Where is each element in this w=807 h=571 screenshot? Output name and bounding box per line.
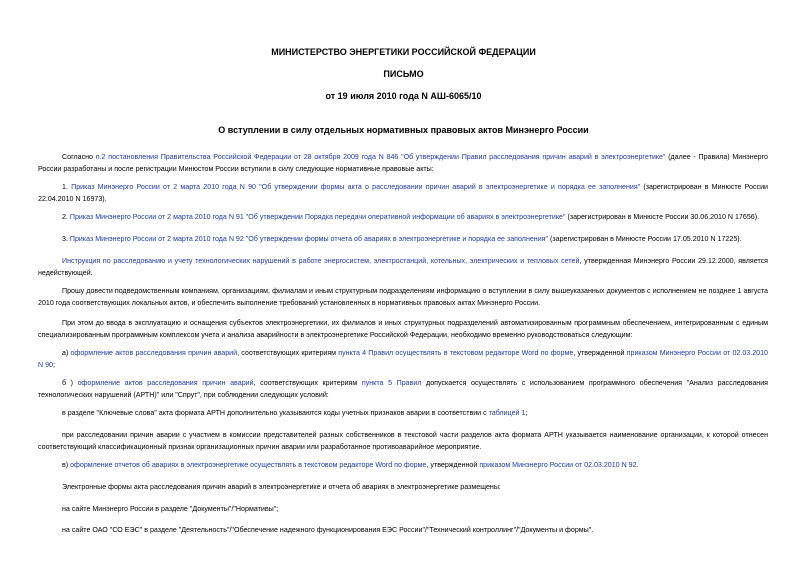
link-order-92-ref[interactable]: приказом Минэнерго России от 02.03.2010 N 92 (479, 461, 637, 469)
link-order-91[interactable]: Приказ Минэнерго России от 2 марта 2010 года N 91 "Об утверждении Порядка передачи оперативной информации об авариях в электроэнергетике" (69, 213, 566, 221)
paragraph-item-b (38, 378, 768, 401)
text: ; (52, 360, 55, 369)
link-rule-point-5[interactable]: пункта 5 Правил (361, 379, 422, 387)
text: При этом до ввода в эксплуатацию и оснащения субъектов электроэнергетики, их филиалов и иных структурных подразделений автоматизированным программным обеспечением, интегрированным с единым специализированным программным комплексом учета и анализа аварийности в электроэнергетике Российской Федерации, необходимо временно руководствоваться следующим: (38, 319, 768, 339)
text: Электронные формы акта расследования причин аварий в электроэнергетике и отчета об авариях в электроэнергетике размещены: (62, 483, 501, 491)
text: допускается осуществлять с использованием программного обеспечения "Анализ расследования технологических нарушений (АРТН)" или "Спрут", при соблюдении следующих условий: (38, 379, 768, 399)
paragraph-order-90 (38, 182, 768, 205)
text: ; (525, 409, 528, 417)
paragraph-instruction (38, 256, 768, 279)
paragraph-order-92 (38, 234, 768, 246)
document-subject: О вступлении в силу отдельных нормативных правовых актов Минэнерго России (218, 125, 589, 135)
text: в разделе "Ключевые слова" акта формата АРТН дополнительно указываются коды учетных признаков аварии в соответствии с (62, 409, 489, 417)
text: , утвержденной (426, 461, 480, 469)
paragraph-item-c (38, 460, 768, 472)
paragraph-commission (38, 430, 768, 453)
text: на сайте ОАО "СО ЕЭС" в разделе "Деятельность"/"Обеспечение надежного функционирования ЕЭС России"/"Технический контроллинг"/"Документы и формы". (62, 526, 594, 534)
text: (зарегистрирован в Минюсте России 22.04.2010 N 16973). (38, 183, 769, 203)
text: (зарегистрирован в Минюсте России 30.06.2010 N 17656). (565, 213, 760, 221)
link-table-1[interactable]: таблицей 1 (488, 409, 526, 417)
link-postanovlenie-846[interactable]: п.2 постановления Правительства Российской Федерации от 28 октября 2009 года N 846 "Об утверждении Правил расследования причин аварий в электроэнергетике" (95, 153, 666, 161)
text: Согласно (62, 153, 96, 161)
paragraph-item-a (38, 348, 768, 371)
link-instruction[interactable]: Инструкция по расследованию и учету технологических нарушений в работе энергосистем, электростанций, котельных, электрических и тепловых сетей (62, 257, 580, 265)
text: б ) (62, 379, 78, 387)
text: 1. (62, 183, 72, 191)
link-act-forms[interactable]: оформление актов расследования причин аварий (70, 349, 238, 357)
text: на сайте Минэнерго России в разделе "Документы"/"Нормативы"; (62, 505, 279, 513)
text: (зарегистрирован в Минюсте России 17.05.2010 N 17225). (548, 235, 742, 243)
text: в) (62, 461, 71, 469)
paragraph-temporary (38, 318, 768, 341)
text: а) (62, 349, 71, 357)
text: Прошу довести подведомственным компаниям, организациям, филиалам и иным структурным подразделениям информацию о вступлении в силу вышеуказанных документов с исполнением не позднее 1 августа 2010 года соответствующих локальных актов, и обеспечить выполнение требований установленных в нормативных правовых актах Минэнерго России. (38, 287, 768, 307)
document-date: от 19 июля 2010 года N АШ-6065/10 (325, 91, 482, 101)
paragraph-request (38, 286, 768, 309)
text: (далее - Правила) Минэнерго России разработаны и после регистрации Минюстом России вступили в силу следующие нормативные правовые акты: (38, 153, 768, 173)
text: 3. (62, 235, 70, 243)
link-report-forms[interactable]: оформление отчетов об авариях в электроэнергетике осуществлять в текстовом редакторе Word по форме (70, 461, 427, 469)
text: , соответствующих критериям (237, 349, 339, 357)
paragraph-order-91 (38, 212, 768, 224)
text: . (636, 461, 639, 469)
text: , утвержденная Минэнерго России 29.12.2000, является недействующей. (38, 257, 769, 277)
document-type: ПИСЬМО (383, 69, 424, 79)
text: , утвержденной (573, 349, 627, 357)
link-order-90-ref[interactable]: приказом Минэнерго России от 02.03.2010 N 90 (38, 349, 768, 369)
link-rule-point-4[interactable]: пункта 4 Правил осуществлять в текстовом редакторе Word по форме (338, 349, 574, 357)
text: 2. (62, 213, 70, 221)
paragraph-electronic-forms (38, 482, 768, 494)
link-order-92[interactable]: Приказ Минэнерго России от 2 марта 2010 года N 92 "Об утверждении формы отчета об авариях в электроэнергетике и порядка ее заполнения" (69, 235, 549, 243)
paragraph-intro (38, 152, 768, 175)
text: при расследовании причин аварии с участием в комиссии представителей разных собственников в текстовой части разделов акта формата АРТН указывается наименование организации, к которой отнесен соответствующий классификационный признак организационных причин аварии или разработанное противоаварийное мероприятие. (38, 431, 768, 451)
paragraph-so-ees-site (38, 525, 768, 537)
text: , соответствующих критериям (253, 379, 362, 387)
link-order-90[interactable]: Приказ Минэнерго России от 2 марта 2010 года N 90 "Об утверждении формы акта о расследовании причин аварий в электроэнергетике и порядка ее заполнения" (71, 183, 641, 191)
link-act-forms-b[interactable]: оформление актов расследования причин аварий (77, 379, 254, 387)
paragraph-minenergo-site (38, 504, 768, 516)
ministry-heading: МИНИСТЕРСТВО ЭНЕРГЕТИКИ РОССИЙСКОЙ ФЕДЕРАЦИИ (271, 47, 536, 57)
paragraph-keywords (38, 408, 768, 420)
